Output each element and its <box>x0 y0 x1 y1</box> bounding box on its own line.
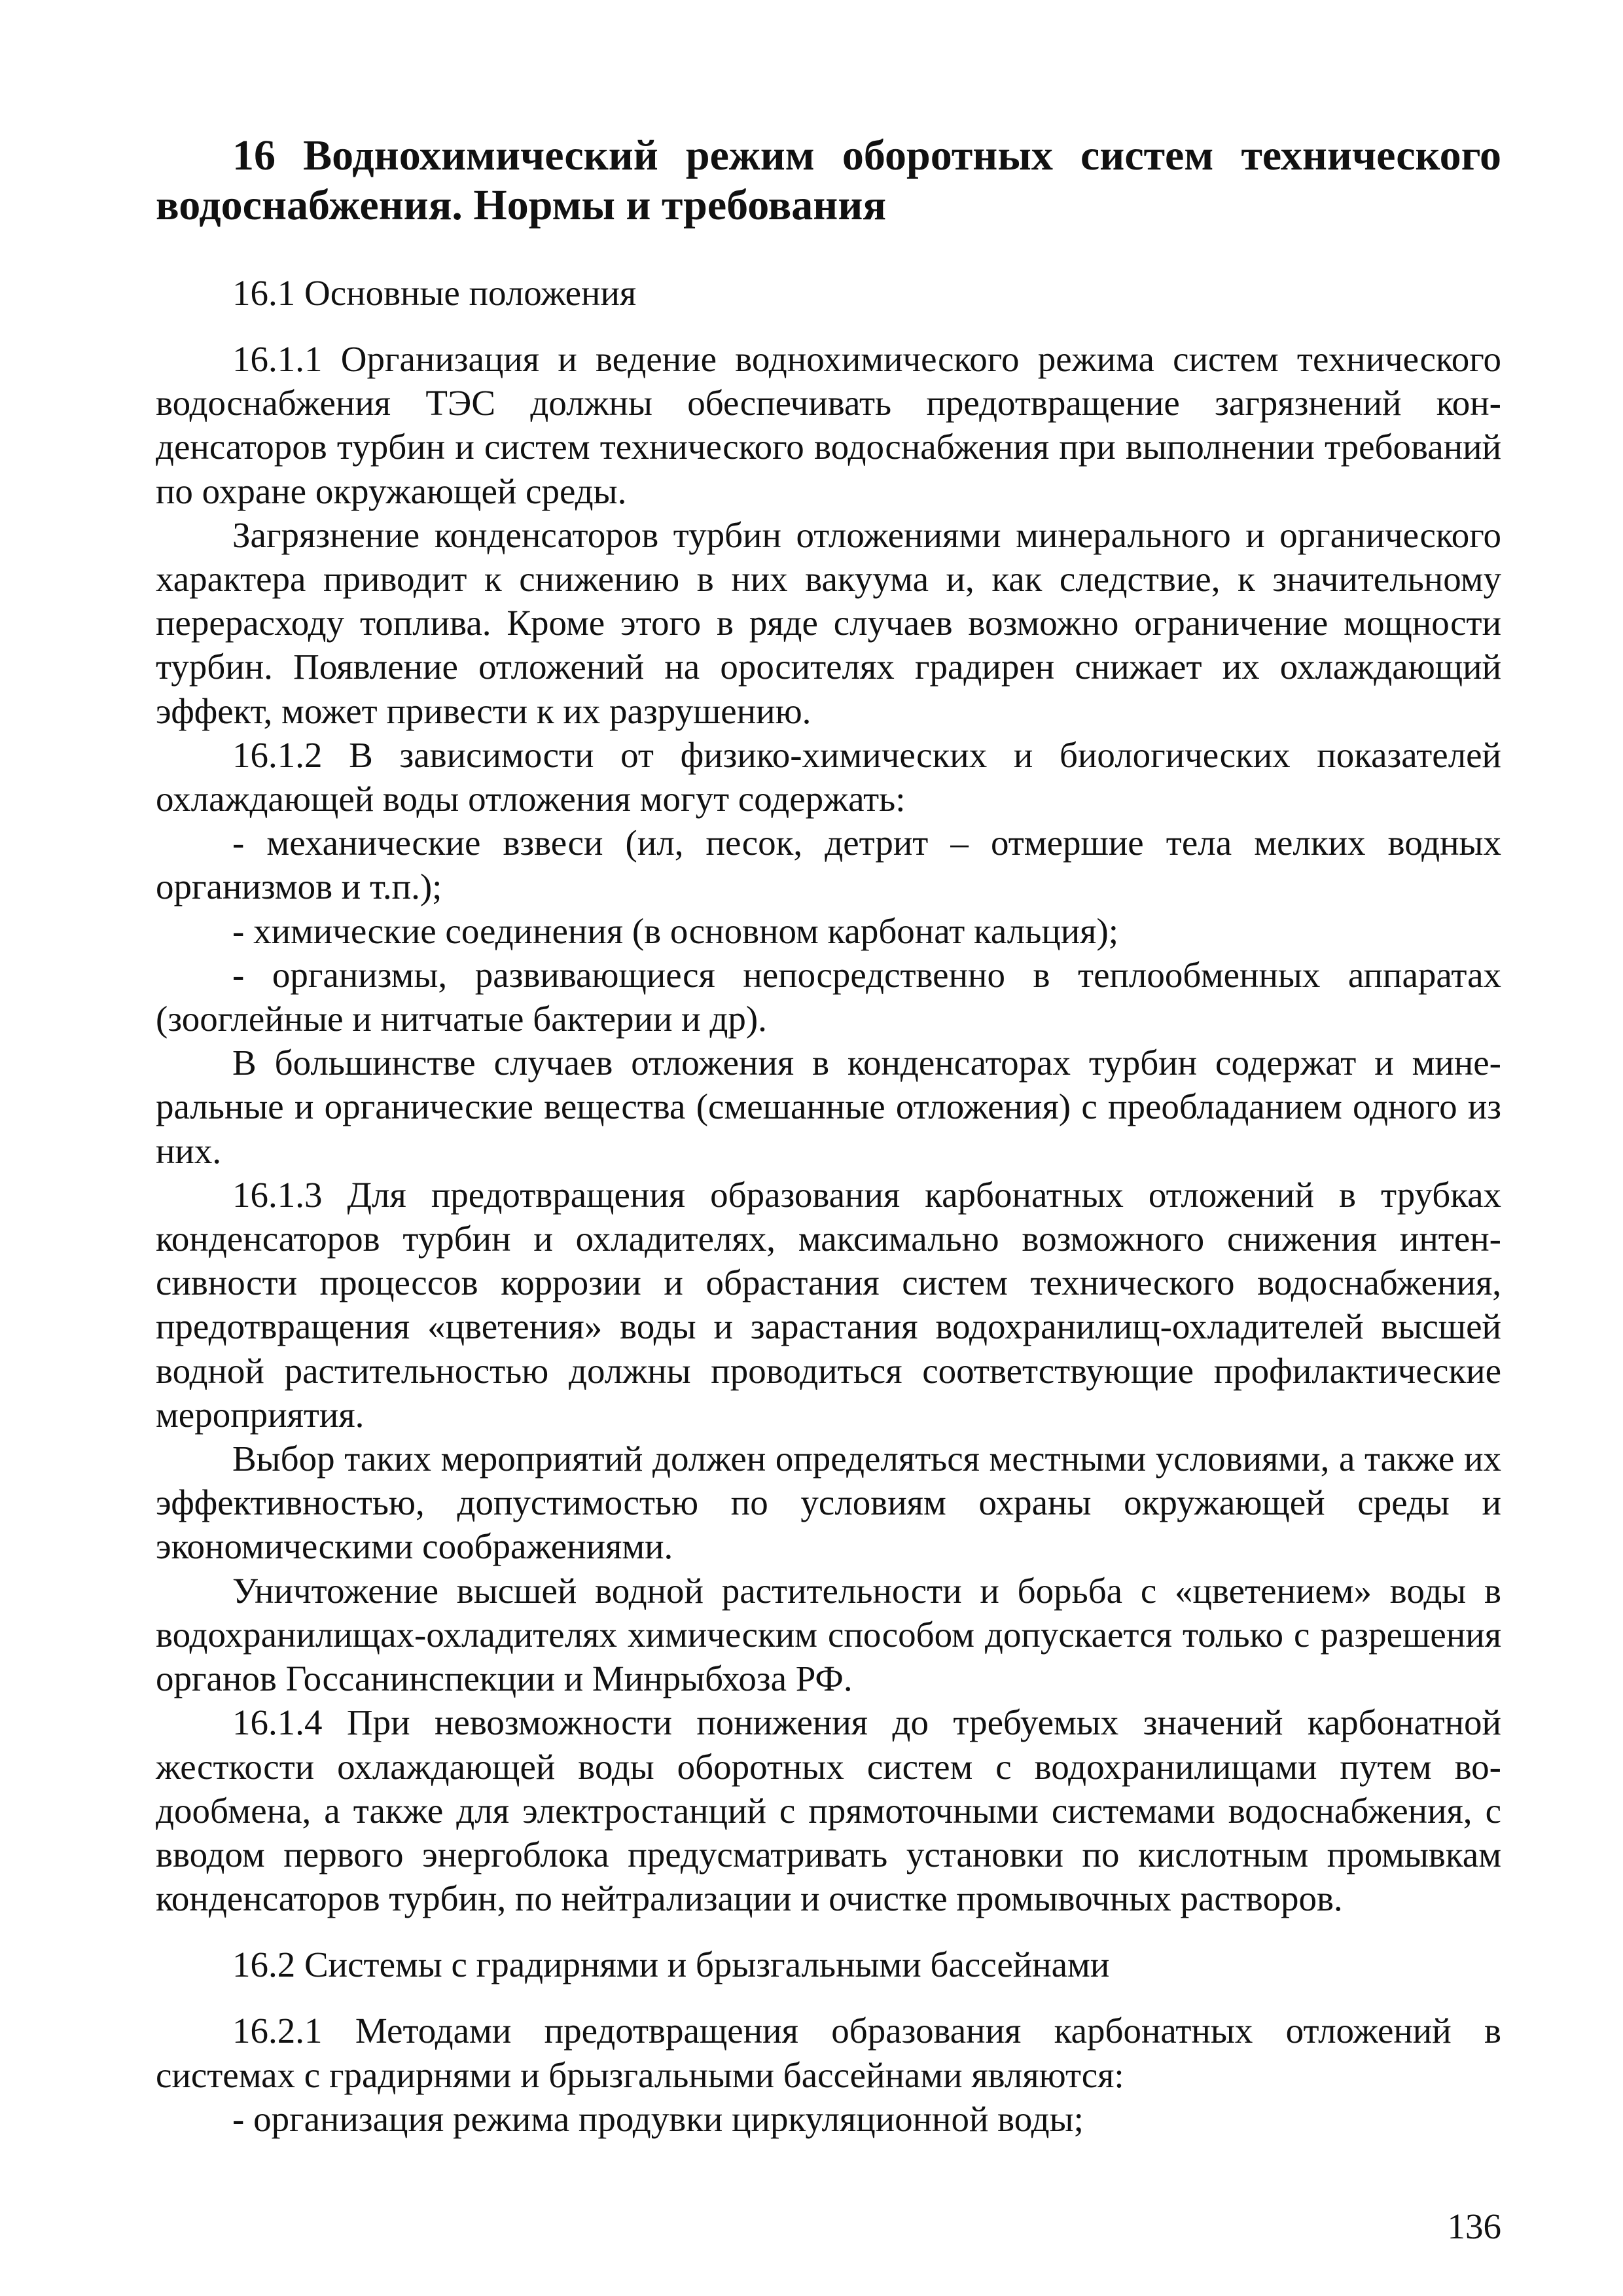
paragraph-vegetation: Уничтожение высшей водной растительности и борьба с «цветением» воды в водохранилищах-охладителях химическим способом допускается только с разрешения органов Госсанинспекции и Минрыбхоза РФ. <box>156 1570 1501 1699</box>
paragraph-mixed-deposits: В большинстве случаев отложения в конденсаторах турбин содержат и минеральные и органические вещества (смешанные отложения) с преобладанием одного из них. <box>156 1043 1501 1171</box>
document-page <box>156 131 1501 2141</box>
paragraph-16-1-2: 16.1.2 В зависимости от физико-химических и биологических показателей охлаждающей воды отложения могут содержать: <box>156 734 1501 819</box>
paragraph-16-1-1: 16.1.1 Организация и ведение воднохимического режима систем технического водоснабжения ТЭС должны обеспечивать предотвращение загрязнений конденсаторов турбин и систем технического водоснабжения при выполнении требований по охране окружающей среды. <box>156 339 1501 511</box>
list-item-chemical: - химические соединения (в основном карбонат кальция); <box>232 910 1119 951</box>
list-item-organisms: - организмы, развивающиеся непосредственно в теплообменных аппаратах (зооглейные и нитчатые бактерии и др). <box>156 954 1501 1039</box>
section-title-16-2: 16.2 Системы с градирнями и брызгальными бассейнами <box>232 1945 1110 1985</box>
list-item-mechanical: - механические взвеси (ил, песок, детрит – отмершие тела мелких водных организмов и т.п.); <box>156 823 1501 907</box>
paragraph-16-1-4: 16.1.4 При невозможности понижения до требуемых значений карбонатной жесткости охлаждающей воды оборотных систем с водохранилищами путем водообмена, а также для электростанций с прямоточными системами водоснабжения, с вводом первого энергоблока предусматривать установки по кислотным промывкам конденсаторов турбин, по нейтрализации и очистке промывочных растворов. <box>156 1702 1501 1919</box>
section-title-16-1: 16.1 Основные положения <box>232 273 637 313</box>
page-number: 136 <box>1447 2206 1501 2246</box>
paragraph-contamination: Загрязнение конденсаторов турбин отложениями минерального и органического характера приводит к снижению в них вакуума и, как следствие, к значительному перерасходу топлива. Кроме этого в ряде случаев возможно ограничение мощности турбин. Появление отложений на оросителях градирен снижает их охлаждающий эффект, может привести к их разрушению. <box>156 514 1501 731</box>
paragraph-measures-choice: Выбор таких мероприятий должен определяться местными условиями, а также их эффективностью, допустимостью по условиям охраны окружающей среды и экономическими соображениями. <box>156 1439 1501 1567</box>
paragraph-16-1-3: 16.1.3 Для предотвращения образования карбонатных отложений в трубках конденсаторов турбин и охладителях, максимально возможного снижения интенсивности процессов коррозии и обрастания систем технического водоснабжения, предотвращения «цветения» воды и зарастания водохранилищ-охладителей высшей водной растительностью должны проводиться соответствующие профилактические мероприятия. <box>156 1174 1501 1435</box>
chapter-heading: 16 Воднохимический режим оборотных систем технического водоснабжения. Нормы и требования <box>156 132 1501 229</box>
list-item-blowdown: - организация режима продувки циркуляционной воды; <box>232 2098 1084 2139</box>
paragraph-16-2-1: 16.2.1 Методами предотвращения образования карбонатных отложений в системах с градирнями и брызгальными бассейнами являются: <box>156 2011 1501 2095</box>
